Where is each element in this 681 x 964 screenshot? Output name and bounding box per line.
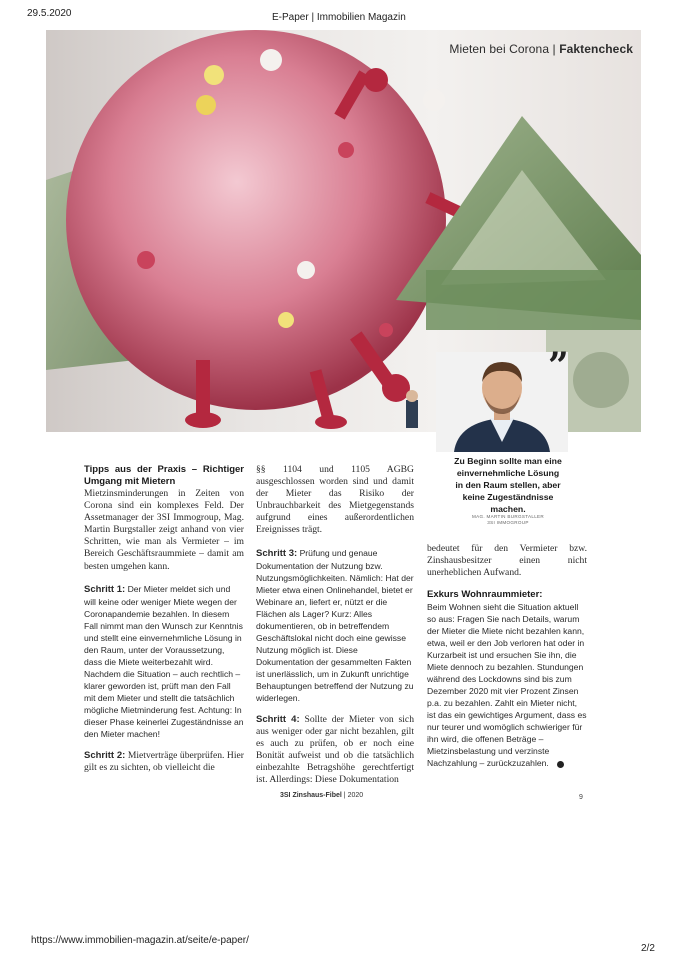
col1-step2 [84, 750, 244, 774]
col3-text: Beim Wohnen sieht die Situation aktuell so aus: Fragen Sie nach Details, warum der Mieter die Miete nicht bezahlen kann, etwa, weil er den Job verloren hat oder in Kurzarbeit ist und ersuchen Sie ihn, die Miete dennoch zu bezahlen. Stundungen während des Lockdowns sind bis zum Dezember 2020 mit vier Prozent Zinsen p.a. zu bezahlen. Zahlt ein Mieter nicht, ist das ein gewichtiges Argument, dass es nur teurer und womöglich schwieriger für ihn wird, die offenen Beträge – Mietzinsbelastung und verzinste Nachzahlung – zurückzuzahlen. [427, 602, 587, 769]
col2-step3 [256, 547, 414, 704]
step4-text: Sollte der Mieter von sich aus weniger oder gar nicht bezahlen, gilt es auch zu prüfen, ob er noch eine Bonität aufweist und ob die tatsächlich einbezahlte Betragshöhe gerechtfertigt ist. Allerdings: Diese Dokumentation [256, 713, 414, 786]
col3-heading: Exkurs Wohnraummieter: [427, 589, 543, 601]
quote-mark-icon: ” [548, 345, 569, 387]
bullet-icon [557, 761, 564, 768]
col3-intro: bedeutet für den Vermieter bzw. Zinshausbesitzer einen nicht unerheblichen Aufwand. [427, 543, 587, 579]
column-1 [84, 464, 244, 774]
step3-text: Prüfung und genaue Dokumentation der Nutzung bzw. Nutzungsmöglichkeiten. Nämlich: Hat der Mieter etwa einen Onlinehandel, bietet er Webinare an, liefert er, nützt er die Flächen als Lager? Kurz: Alles dokumentieren, ob in betreffendem Geschäftslokal nicht doch eine gewisse Nutzung möglich ist. Diese Dokumentation der gesammelten Fakten ist unerlässlich, um in Zukunft unrichtige Behauptungen betreffend der Nutzung zu widerlegen. [256, 547, 414, 703]
step3-label: Schritt 3: [256, 547, 298, 559]
page-number: 9 [579, 794, 583, 801]
page-url: https://www.immobilien-magazin.at/seite/e-paper/ [31, 935, 249, 946]
page-footer [280, 792, 363, 799]
caption-name: MAG. MARTIN BURGSTALLER [471, 514, 545, 519]
page-count: 2/2 [641, 943, 655, 954]
hero-title-light: Mieten bei Corona | [449, 42, 560, 56]
footer-publication: 3SI Zinshaus-Fibel [280, 792, 342, 799]
pull-quote-caption [452, 514, 564, 526]
col1-heading: Tipps aus der Praxis – Richtiger Umgang mit Mietern [84, 464, 244, 487]
step4-label: Schritt 4: [256, 713, 300, 725]
footer-year: | 2020 [341, 792, 364, 799]
hero-title-bold: Faktencheck [559, 42, 633, 56]
step2-label: Schritt 2: [84, 749, 126, 761]
pull-quote: Zu Beginn sollte man eine einvernehmliche Lösung in den Raum stellen, aber keine Zugeständnisse machen. [454, 456, 562, 514]
caption-company: 3SI IMMOGROUP [487, 520, 529, 525]
col2-step4 [256, 714, 414, 787]
col1-intro: Mietzinsminderungen in Zeiten von Corona sind ein komplexes Feld. Der Assetmanager der 3SI Immogroup, Mag. Martin Burgstaller zeigt anhand von vier Schritten, wie man als Vermieter – im Bereich Geschäftsraummiete – damit am besten umgehen kann. [84, 488, 244, 572]
step1-text: Der Mieter meldet sich und will keine oder weniger Miete wegen der Coronapandemie bezahlen. In diesem Fall nimmt man den Wunsch zur Kenntnis und stellt eine einvernehmliche Lösung in den Raum, unter der Voraussetzung, dass die Miete weiterbezahlt wird. Nachdem die Situation – auch rechtlich – klarer geworden ist, prüft man den Fall mit dem Mieter und stellt die tatsächlich mögliche Mietminderung fest. Achtung: In dieser Phase keinerlei Zugeständnisse an den Mieter machen! [84, 583, 244, 739]
column-3 [427, 543, 587, 769]
header-title: E-Paper | Immobilien Magazin [272, 12, 406, 23]
step1-label: Schritt 1: [84, 583, 126, 595]
hero-title [449, 42, 633, 56]
col2-intro: §§ 1104 und 1105 AGBG ausgeschlossen worden sind und damit der Mieter das Risiko der Unbrauchbarkeit des Mietgegenstands aufgrund eines außerordentlichen Ereignisses trägt. [256, 464, 414, 536]
step2-text: Mietverträge überprüfen. Hier gilt es zu sichten, ob vielleicht die [84, 749, 244, 773]
col1-step1 [84, 583, 244, 740]
header-date: 29.5.2020 [27, 8, 72, 19]
column-2 [256, 464, 414, 786]
